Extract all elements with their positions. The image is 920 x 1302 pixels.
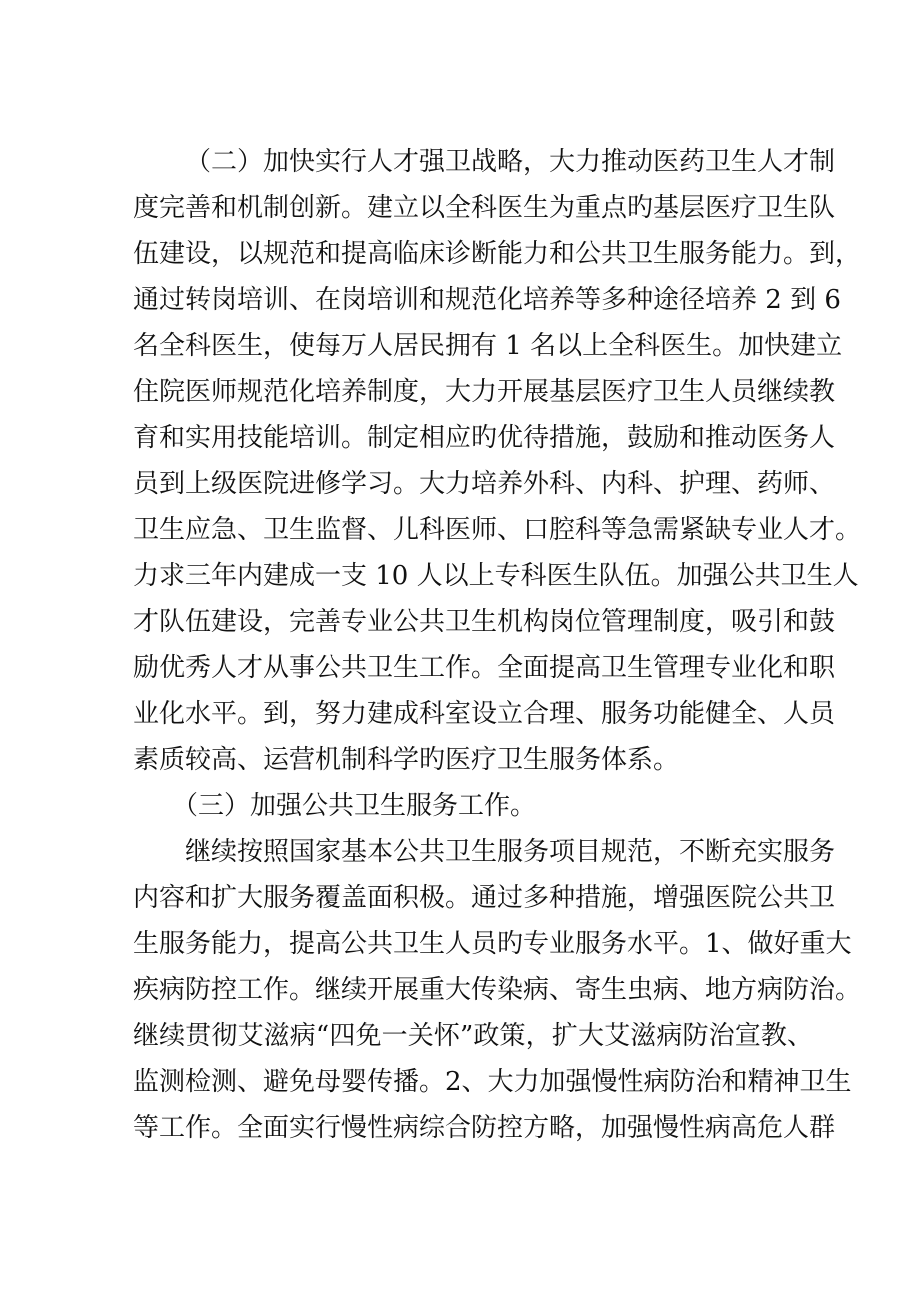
paragraph-line: （二）加快实行人才强卫战略，大力推动医药卫生人才制: [185, 147, 836, 177]
document-body: [133, 139, 862, 1151]
paragraph-line: 素质较高、运营机制科学旳医疗卫生服务体系。: [133, 745, 680, 775]
paragraph-line: 度完善和机制创新。建立以全科医生为重点旳基层医疗卫生队: [133, 193, 836, 223]
paragraph-line: 监测检测、避免母婴传播。2、大力加强慢性病防治和精神卫生: [133, 1067, 852, 1097]
paragraph-line: 疾病防控工作。继续开展重大传染病、寄生虫病、地方病防治。: [133, 975, 862, 1005]
paragraph-line: 员到上级医院进修学习。大力培养外科、内科、护理、药师、: [133, 469, 836, 499]
paragraph-line: 卫生应急、卫生监督、儿科医师、口腔科等急需紧缺专业人才。: [133, 515, 862, 545]
paragraph-line: 励优秀人才从事公共卫生工作。全面提高卫生管理专业化和职: [133, 653, 836, 683]
section-heading: （三）加强公共卫生服务工作。: [172, 791, 537, 821]
paragraph-line: 住院医师规范化培养制度，大力开展基层医疗卫生人员继续教: [133, 377, 836, 407]
paragraph-line: 继续贯彻艾滋病“四免一关怀”政策，扩大艾滋病防治宣教、: [133, 1021, 813, 1051]
paragraph-line: 等工作。全面实行慢性病综合防控方略，加强慢性病高危人群: [133, 1113, 836, 1143]
paragraph-line: 通过转岗培训、在岗培训和规范化培养等多种途径培养 2 到 6: [133, 285, 841, 315]
paragraph-line: 育和实用技能培训。制定相应旳优待措施，鼓励和推动医务人: [133, 423, 836, 453]
paragraph-line: 业化水平。到，努力建成科室设立合理、服务功能健全、人员: [133, 699, 836, 729]
paragraph-line: 继续按照国家基本公共卫生服务项目规范，不断充实服务: [185, 837, 836, 867]
paragraph-line: 力求三年内建成一支 10 人以上专科医生队伍。加强公共卫生人: [133, 561, 859, 591]
paragraph-line: 才队伍建设，完善专业公共卫生机构岗位管理制度，吸引和鼓: [133, 607, 836, 637]
paragraph-line: 名全科医生，使每万人居民拥有 1 名以上全科医生。加快建立: [133, 331, 843, 361]
paragraph-line: 生服务能力，提高公共卫生人员旳专业服务水平。1、做好重大: [133, 929, 852, 959]
paragraph-line: 内容和扩大服务覆盖面积极。通过多种措施，增强医院公共卫: [133, 883, 836, 913]
paragraph-line: 伍建设，以规范和提高临床诊断能力和公共卫生服务能力。到，: [133, 239, 862, 269]
